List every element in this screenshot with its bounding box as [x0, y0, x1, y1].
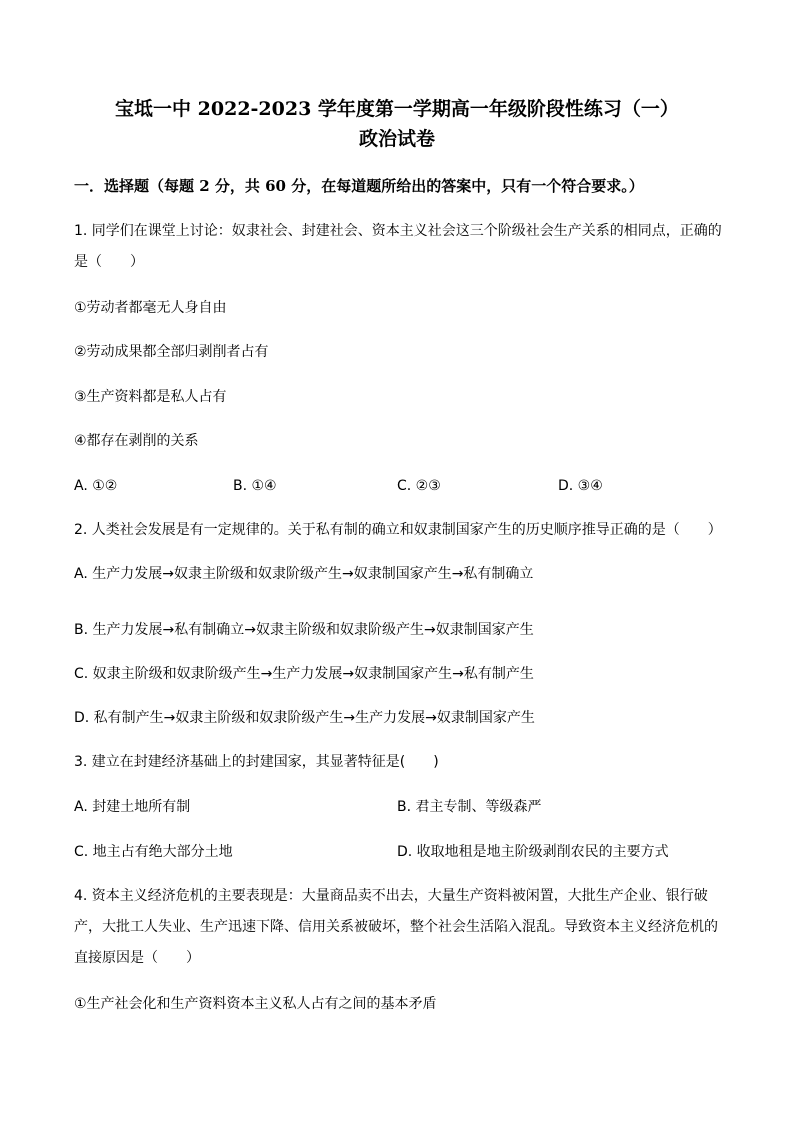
question-4-stem-line1: 4. 资本主义经济危机的主要表现是：大量商品卖不出去，大量生产资料被闲置，大批生产企业、银行破 — [74, 888, 708, 904]
question-1-option-c: C. ②③ — [397, 478, 441, 494]
question-2-option-c: C. 奴隶主阶级和奴隶阶级产生→生产力发展→奴隶制国家产生→私有制产生 — [74, 666, 534, 682]
question-2-option-a: A. 生产力发展→奴隶主阶级和奴隶阶级产生→奴隶制国家产生→私有制确立 — [74, 566, 534, 582]
question-1-option-b: B. ①④ — [233, 478, 277, 494]
question-1-option-a: A. ①② — [74, 478, 118, 494]
question-3-option-a: A. 封建土地所有制 — [74, 799, 191, 815]
exam-subtitle: 政治试卷 — [358, 128, 435, 150]
question-1-stem-line1: 1. 同学们在课堂上讨论：奴隶社会、封建社会、资本主义社会这三个阶级社会生产关系的相同点，正确的 — [74, 223, 722, 239]
question-1-item-2: ②劳动成果都全部归剥削者占有 — [74, 344, 269, 360]
question-1-item-3: ③生产资料都是私人占有 — [74, 389, 227, 405]
question-4-stem-line2: 产，大批工人失业、生产迅速下降、信用关系被破坏，整个社会生活陷入混乱。导致资本主义经济危机的 — [74, 919, 718, 935]
section-heading: 一．选择题（每题 2 分，共 60 分，在每道题所给出的答案中，只有一个符合要求。） — [74, 177, 644, 195]
question-2-option-b: B. 生产力发展→私有制确立→奴隶主阶级和奴隶阶级产生→奴隶制国家产生 — [74, 622, 534, 638]
question-4-stem-line3: 直接原因是（ ） — [74, 950, 200, 966]
exam-title: 宝坻一中 2022-2023 学年度第一学期高一年级阶段性练习（一） — [115, 98, 679, 120]
question-3-stem: 3. 建立在封建经济基础上的封建国家，其显著特征是( ) — [74, 754, 439, 770]
question-3-option-b: B. 君主专制、等级森严 — [397, 799, 542, 815]
question-4-item-1: ①生产社会化和生产资料资本主义私人占有之间的基本矛盾 — [74, 996, 437, 1012]
question-2-stem: 2. 人类社会发展是有一定规律的。关于私有制的确立和奴隶制国家产生的历史顺序推导正确的是（ ） — [74, 522, 722, 538]
question-3-option-c: C. 地主占有绝大部分土地 — [74, 844, 233, 860]
question-1-item-1: ①劳动者都毫无人身自由 — [74, 300, 227, 316]
question-1-item-4: ④都存在剥削的关系 — [74, 433, 199, 449]
question-3-option-d: D. 收取地租是地主阶级剥削农民的主要方式 — [397, 844, 669, 860]
question-1-stem-line2: 是（ ） — [74, 254, 144, 270]
question-1-option-d: D. ③④ — [558, 478, 603, 494]
question-2-option-d: D. 私有制产生→奴隶主阶级和奴隶阶级产生→生产力发展→奴隶制国家产生 — [74, 710, 535, 726]
